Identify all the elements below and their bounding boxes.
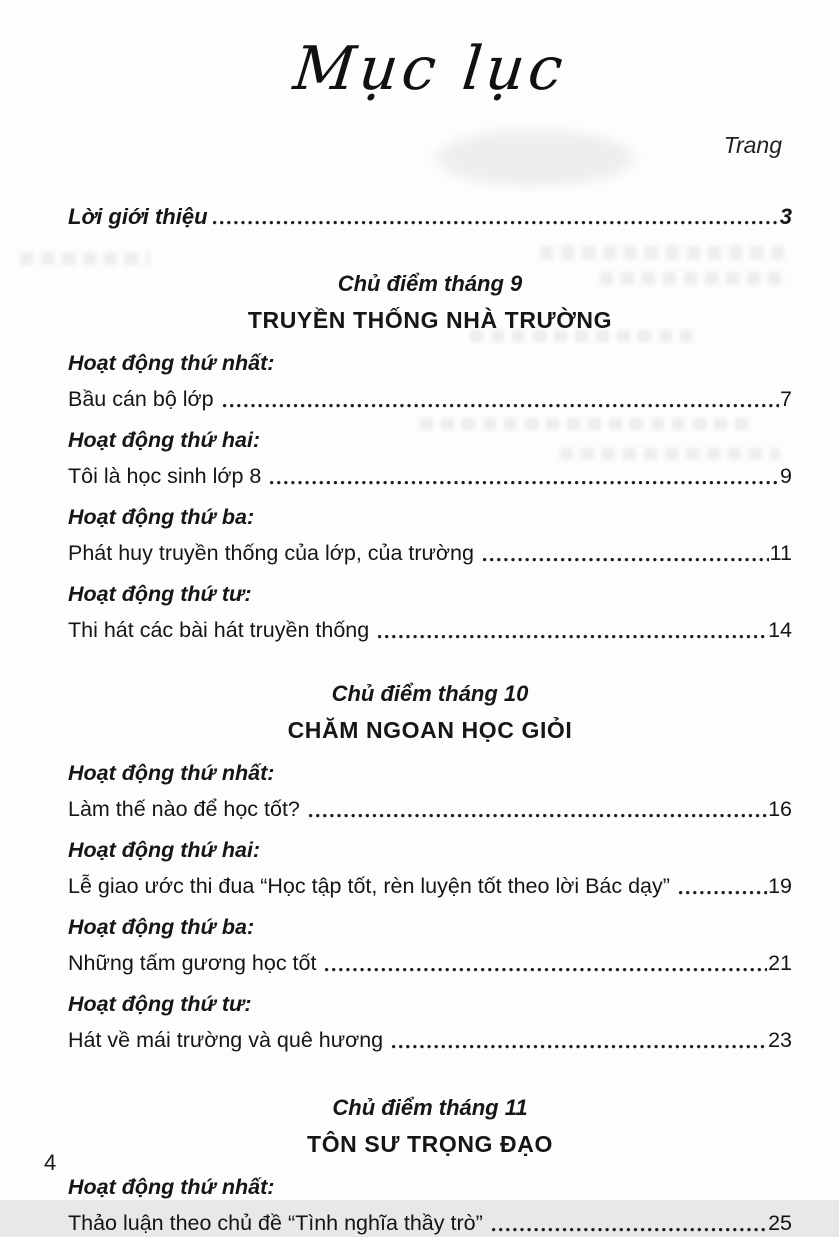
page-column-header: Trang (723, 132, 782, 158)
section-heading-thang-10 (68, 680, 792, 746)
activity-heading: Hoạt động thứ hai: (68, 428, 261, 452)
dot-leader (491, 1227, 767, 1233)
activity-heading: Hoạt động thứ nhất: (68, 351, 275, 375)
dot-leader (222, 403, 779, 409)
toc-entry-page: 14 (768, 618, 792, 642)
toc-entry-page: 23 (768, 1028, 792, 1052)
dot-leader (324, 967, 767, 973)
section-theme-line: Chủ điểm tháng 9 (337, 271, 523, 296)
toc-entry (68, 386, 792, 413)
activity-heading: Hoạt động thứ tư: (68, 992, 252, 1016)
dot-leader (269, 480, 779, 486)
toc-entry-title: Lễ giao ước thi đua “Học tập tốt, rèn luyện tốt theo lời Bác dạy” (68, 874, 670, 898)
toc-entry-page: 11 (769, 541, 792, 565)
toc-entry-title: Làm thế nào để học tốt? (68, 797, 300, 821)
toc-entry (68, 540, 792, 567)
dot-leader (482, 557, 769, 563)
page-title-wrap (68, 0, 792, 130)
toc-entry-title: Những tấm gương học tốt (68, 951, 317, 975)
activity-heading: Hoạt động thứ ba: (68, 915, 255, 939)
toc-entry-page: 25 (768, 1211, 792, 1235)
dot-leader (308, 813, 767, 819)
activity-heading: Hoạt động thứ nhất: (68, 1175, 275, 1199)
toc-entry-title: Thi hát các bài hát truyền thống (68, 618, 370, 642)
activity-heading: Hoạt động thứ ba: (68, 505, 255, 529)
activity-heading: Hoạt động thứ nhất: (68, 761, 275, 785)
section-heading-thang-9 (68, 270, 792, 336)
toc-entry (68, 1210, 792, 1237)
page-title: Mục lục (290, 34, 570, 104)
activity-heading: Hoạt động thứ tư: (68, 582, 252, 606)
section-heading-thang-11 (68, 1094, 792, 1160)
toc-entry-page: 9 (780, 464, 792, 488)
dot-leader (212, 220, 779, 226)
toc-entry (68, 950, 792, 977)
toc-entry-page: 16 (768, 797, 792, 821)
toc-entry-title: Lời giới thiệu (68, 204, 208, 229)
toc-entry-page: 21 (768, 951, 792, 975)
section-theme-title: TRUYỀN THỐNG NHÀ TRƯỜNG (247, 307, 613, 333)
section-theme-title: TÔN SƯ TRỌNG ĐẠO (307, 1131, 553, 1157)
toc-entry-title: Phát huy truyền thống của lớp, của trường (68, 541, 474, 565)
toc-entry-page: 7 (780, 387, 792, 411)
toc-entry (68, 796, 792, 823)
toc-entry (68, 1027, 792, 1054)
toc-entry-title: Hát về mái trường và quê hương (68, 1028, 384, 1052)
toc-entry-page: 3 (779, 204, 792, 229)
toc-entry-title: Bầu cán bộ lớp (68, 387, 214, 411)
toc-entry (68, 873, 792, 900)
toc-entry (68, 463, 792, 490)
section-theme-line: Chủ điểm tháng 11 (332, 1095, 528, 1120)
toc-entry (68, 617, 792, 644)
toc-entry-title: Tôi là học sinh lớp 8 (68, 464, 262, 488)
toc-entry-title: Thảo luận theo chủ đề “Tình nghĩa thầy trò” (68, 1211, 483, 1235)
toc-entry-intro (68, 203, 792, 230)
page-number: 4 (44, 1150, 57, 1175)
activity-heading: Hoạt động thứ hai: (68, 838, 261, 862)
section-theme-line: Chủ điểm tháng 10 (331, 681, 529, 706)
dot-leader (678, 890, 767, 896)
dot-leader (377, 634, 767, 640)
section-theme-title: CHĂM NGOAN HỌC GIỎI (287, 717, 573, 743)
dot-leader (391, 1044, 767, 1050)
toc-entry-page: 19 (768, 874, 792, 898)
